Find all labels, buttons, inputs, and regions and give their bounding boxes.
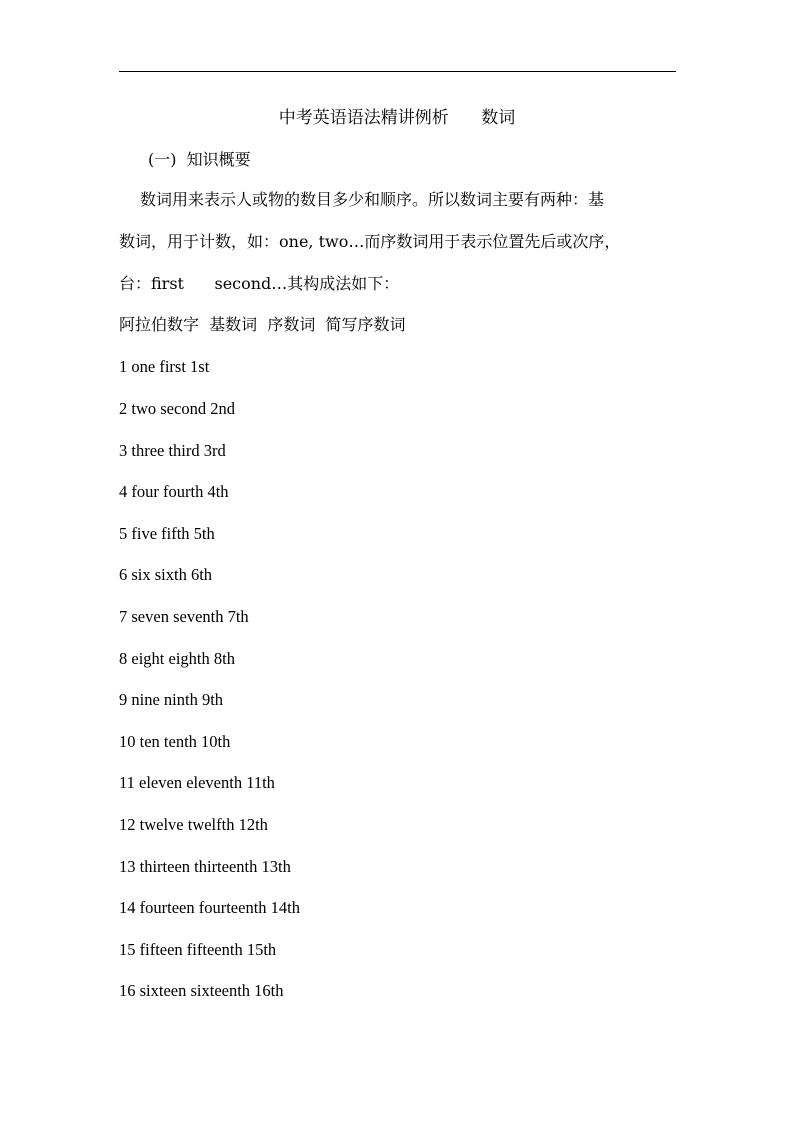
numeral-row: 8 eight eighth 8th	[119, 649, 235, 668]
intro-line-3: 台：first second…其构成法如下：	[119, 274, 400, 293]
numeral-row: 15 fifteen fifteenth 15th	[119, 940, 277, 959]
numeral-row: 10 ten tenth 10th	[119, 732, 231, 751]
numeral-row: 13 thirteen thirteenth 13th	[119, 857, 291, 876]
numeral-row: 9 nine ninth 9th	[119, 690, 224, 709]
numeral-row: 1 one first 1st	[119, 357, 210, 376]
numeral-row: 4 four fourth 4th	[119, 482, 229, 501]
numeral-row: 11 eleven eleventh 11th	[119, 773, 275, 792]
numeral-row: 14 fourteen fourteenth 14th	[119, 898, 300, 917]
intro-line-1: 数词用来表示人或物的数目多少和顺序。所以数词主要有两种：基	[140, 190, 605, 209]
numeral-row: 7 seven seventh 7th	[119, 607, 249, 626]
document-title: 中考英语语法精讲例析 数词	[278, 108, 516, 128]
numeral-row: 5 five fifth 5th	[119, 524, 215, 543]
intro-line-2: 数词，用于计数，如：one, two…而序数词用于表示位置先后或次序，	[119, 232, 621, 251]
numeral-row: 16 sixteen sixteenth 16th	[119, 981, 284, 1000]
numeral-row: 3 three third 3rd	[119, 441, 226, 460]
numeral-row: 6 six sixth 6th	[119, 565, 213, 584]
numeral-row: 2 two second 2nd	[119, 399, 235, 418]
numeral-row: 12 twelve twelfth 12th	[119, 815, 268, 834]
section-heading: (一) 知识概要	[148, 150, 251, 169]
numeral-table-header: 阿拉伯数字 基数词 序数词 简写序数词	[119, 315, 406, 334]
header-rule	[119, 71, 676, 72]
